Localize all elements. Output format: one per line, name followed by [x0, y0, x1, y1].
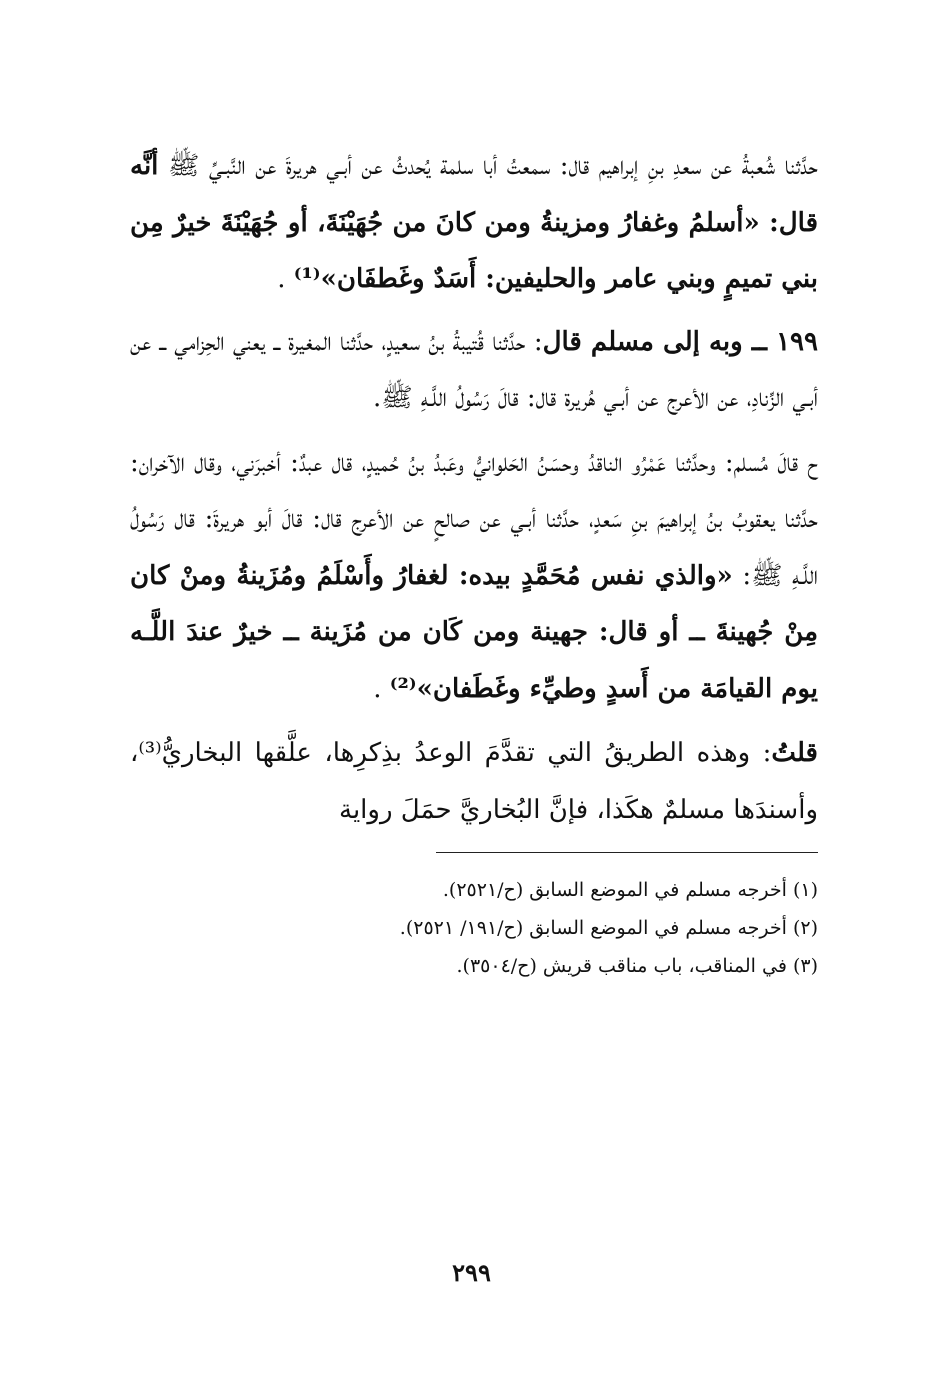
matn-text: «والذي نفس مُحَمَّدٍ بيده: لغفارُ وأَسْلَمُ ومُزَينةُ ومنْ كان مِنْ جُهينةَ ــ أو قال: جهينة ومن كَان من مُزَينة ــ خيرٌ عندَ اللَّـه يوم القيامَة من أَسدٍ وطيِّء وغَطَفان»⁽²⁾ — [130, 560, 818, 704]
isnad-text: ح قالَ مُسلم: وحدَّثنا عَمْرُو الناقدُ وحسَنُ الحَلوانيُّ وعَبدُ بنُ حُميدٍ، قال عبدٌ: أخبرَني، وقال الآخران: حدَّثنا يعقوبُ بنُ إبراهيمَ بنِ سَعدٍ، حدَّثنا أبـي عن صالحٍ عن الأعرج قال: قالَ أبو هريرةَ: قال رَسُولُ اللَّـهِ ﷺ: — [130, 447, 819, 591]
commentary-label: قلتُ — [771, 738, 818, 768]
paragraph-hadith-199 — [130, 314, 818, 427]
footnote-2: (٢) أخرجه مسلم في الموضع السابق (ح/١٩١/ ٢٥٢١). — [399, 917, 818, 939]
isnad-heading: ــ وبه إلى مسلم قال — [542, 326, 777, 357]
closing-period: . — [373, 673, 390, 704]
main-text — [130, 138, 818, 838]
footnote-1: (١) أخرجه مسلم في الموضع السابق (ح/٢٥٢١). — [442, 879, 818, 901]
paragraph-shuba-hadith — [130, 138, 818, 308]
matn-text: أنَّه قال: «أسلمُ وغفارُ ومزينةُ ومن كانَ من جُهَيْنَةَ، أو جُهَيْنَةَ خيرٌ مِن بني تميمٍ وبني عامر والحليفين: أَسَدٌ وغَطفَان»⁽¹⁾ — [130, 151, 819, 294]
page-number: ٢٩٩ — [452, 1258, 491, 1287]
closing-period: . — [277, 264, 294, 294]
isnad-text: : حدَّثنا قُتيبةُ بنُ سعيدٍ، حدَّثنا المغيرة ــ يعني الحِزامي ــ عن أبـي الزِّنادِ، عن الأعرج عن أبـي هُريرة قال: قالَ رَسُولُ اللَّـهِ ﷺ. — [130, 326, 818, 413]
footnote-divider — [436, 852, 818, 853]
hadith-number: ١٩٩ — [776, 326, 818, 357]
paragraph-commentary — [130, 725, 818, 838]
footnotes — [130, 871, 818, 985]
footnote-3: (٣) في المناقب، باب مناقب قريش (ح/٣٥٠٤). — [456, 955, 818, 977]
commentary-text: : وهذه الطريقُ التي تقدَّمَ الوعدُ بذِكرِها، علَّقها البخاريُّ⁽³⁾، وأسندَها مسلمٌ هكَذا، فإنَّ البُخاريَّ حمَلَ رواية — [130, 738, 818, 825]
isnad-text: حدَّثنا شُعبةُ عن سعدِ بنِ إبراهيم قال: سمعتُ أبا سلمة يُحدثُ عن أبـي هريرةَ عن النَّبـيِّ ﷺ — [158, 151, 818, 181]
paragraph-tahwil — [130, 435, 818, 718]
